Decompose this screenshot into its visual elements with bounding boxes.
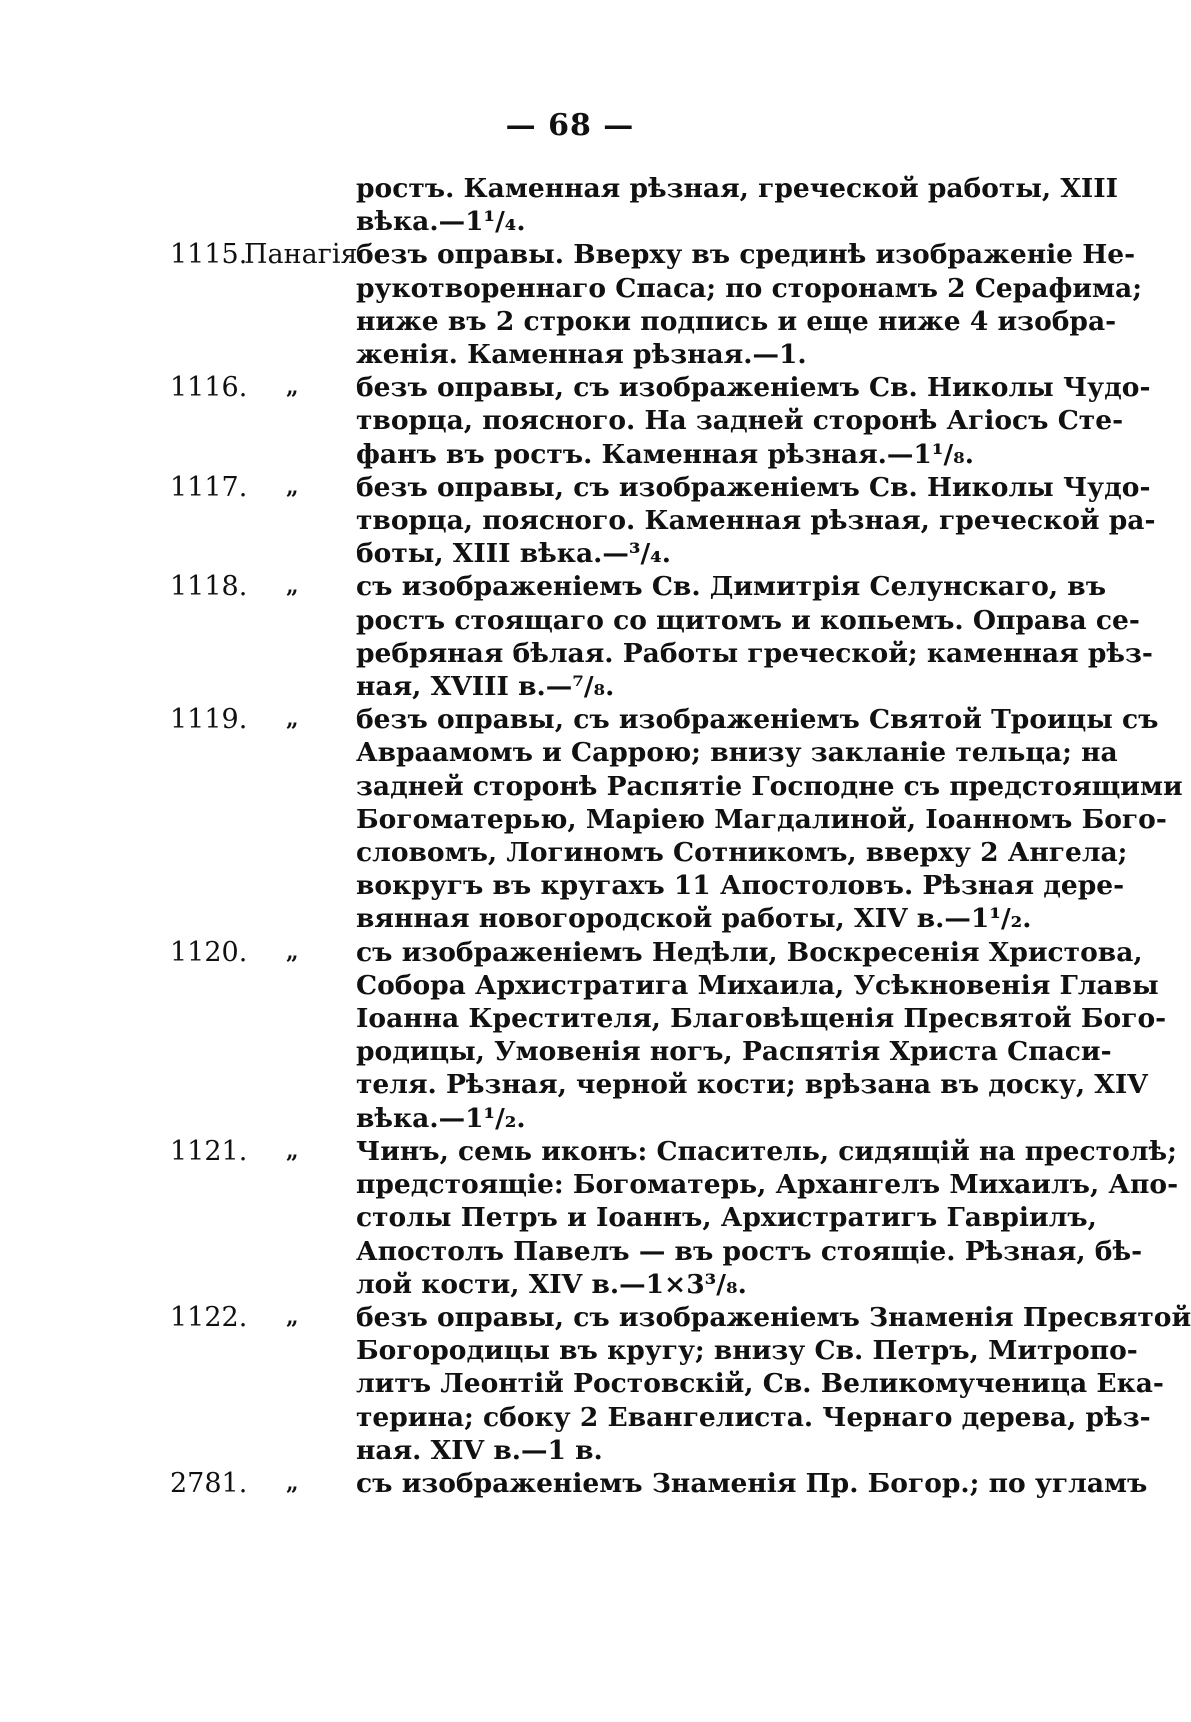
description-line: литъ Леонтій Ростовскій, Св. Великомученица Ека- [356, 1368, 1164, 1400]
description-line: Богоматерью, Маріею Магдалиной, Іоанномъ Бого- [356, 803, 1167, 835]
description-line: Апостолъ Павелъ — въ ростъ стоящіе. Рѣзная, бѣ- [356, 1235, 1143, 1267]
entry-number: 2781. [170, 1467, 248, 1499]
description-line: творца, поясного. На задней сторонѣ Агіосъ Сте- [356, 405, 1124, 437]
description-line: творца, поясного. Каменная рѣзная, греческой ра- [356, 505, 1156, 537]
entry-number: 1121. [170, 1135, 248, 1167]
ditto-mark: „ [286, 1303, 299, 1330]
description-line: безъ оправы, съ изображеніемъ Св. Николы Чудо- [356, 471, 1151, 503]
description-line: Іоанна Крестителя, Благовѣщенія Пресвятой Бого- [356, 1003, 1167, 1035]
catalog-entry [0, 703, 1183, 935]
page-number: — 68 — [505, 108, 635, 143]
description-line: предстоящіе: Богоматерь, Архангелъ Михаилъ, Апо- [356, 1169, 1179, 1201]
description-line: ребряная бѣлая. Работы греческой; каменная рѣз- [356, 637, 1153, 669]
catalog-entries [0, 172, 1191, 1500]
description-line: лой кости, XIV в.—1×3³/₈. [356, 1268, 747, 1300]
catalog-entry [0, 1135, 1179, 1301]
entry-description [356, 570, 1153, 703]
description-line: словомъ, Логиномъ Сотникомъ, вверху 2 Ангела; [356, 837, 1128, 869]
entry-description [356, 1135, 1179, 1301]
description-line: рукотвореннаго Спаса; по сторонамъ 2 Серафима; [356, 272, 1142, 304]
ditto-mark: „ [286, 1137, 299, 1164]
entry-description [356, 471, 1156, 571]
description-line: фанъ въ ростъ. Каменная рѣзная.—1¹/₈. [356, 438, 974, 470]
entry-number: 1119. [170, 704, 248, 736]
description-line: ниже въ 2 строки подпись и еще ниже 4 изобра- [356, 305, 1117, 337]
entry-number: 1120. [170, 936, 248, 968]
description-line: безъ оправы, съ изображеніемъ Знаменія Пресвятой [356, 1301, 1191, 1333]
description-line: вѣка.—1¹/₂. [356, 1102, 526, 1134]
description-line: Чинъ, семь иконъ: Спаситель, сидящій на престолѣ; [356, 1135, 1177, 1167]
description-line: безъ оправы. Вверху въ срединѣ изображеніе Не- [356, 239, 1136, 271]
description-line: столы Петръ и Іоаннъ, Архистратигъ Гавріилъ, [356, 1202, 1097, 1234]
description-line: Богородицы въ кругу; внизу Св. Петръ, Митропо- [356, 1335, 1138, 1367]
description-line: Собора Архистратига Михаила, Усѣкновенія Главы [356, 969, 1159, 1001]
entry-description [356, 371, 1151, 471]
description-line: безъ оправы, съ изображеніемъ Святой Троицы съ [356, 704, 1159, 736]
catalog-entry [0, 936, 1167, 1135]
entry-description [356, 936, 1167, 1135]
entry-number: 1122. [170, 1301, 248, 1333]
entry-number: 1118. [170, 571, 248, 603]
description-line: вокругъ въ кругахъ 11 Апостоловъ. Рѣзная дере- [356, 870, 1125, 902]
description-line: съ изображеніемъ Знаменія Пр. Богор.; по угламъ [356, 1467, 1148, 1499]
description-line: вѣка.—1¹/₄. [356, 206, 526, 238]
entry-description [356, 238, 1142, 371]
description-line: ростъ стоящаго со щитомъ и копьемъ. Оправа се- [356, 604, 1140, 636]
entry-number: 1116. [170, 372, 248, 404]
description-line: вянная новогородской работы, XIV в.—1¹/₂. [356, 903, 1032, 935]
entry-number: 1115. [170, 239, 248, 271]
catalog-entry [0, 238, 1140, 371]
description-line: боты, XIII вѣка.—³/₄. [356, 538, 671, 570]
catalog-entry [0, 1301, 1191, 1467]
ditto-mark: „ [286, 938, 299, 965]
entry-description [356, 172, 1119, 238]
description-line: ростъ. Каменная рѣзная, греческой работы, XIII [356, 173, 1119, 204]
description-line: Авраамомъ и Саррою; внизу закланіе тельца; на [356, 737, 1118, 769]
description-line: задней сторонѣ Распятіе Господне съ предстоящими [356, 770, 1183, 802]
entry-description [356, 1301, 1191, 1467]
ditto-mark: „ [286, 374, 299, 401]
entry-description [356, 703, 1183, 935]
description-line: ная. XIV в.—1 в. [356, 1434, 603, 1466]
description-line: терина; сбоку 2 Евангелиста. Чернаго дерева, рѣз- [356, 1401, 1151, 1433]
catalog-entry [0, 371, 1151, 471]
catalog-entry [0, 1467, 1148, 1500]
description-line: съ изображеніемъ Недѣли, Воскресенія Христова, [356, 936, 1143, 968]
ditto-mark: „ [286, 706, 299, 733]
description-line: теля. Рѣзная, черной кости; врѣзана въ доску, XIV [356, 1069, 1148, 1101]
description-line: съ изображеніемъ Св. Димитрія Селунскаго, въ [356, 571, 1107, 603]
catalog-entry [0, 172, 1140, 238]
description-line: безъ оправы, съ изображеніемъ Св. Николы Чудо- [356, 372, 1151, 404]
description-line: родицы, Умовенія ногъ, Распятія Христа Спаси- [356, 1036, 1112, 1068]
entry-label: Панагія [244, 239, 358, 271]
catalog-entry [0, 471, 1156, 571]
ditto-mark: „ [286, 473, 299, 500]
description-line: ная, XVIII в.—⁷/₈. [356, 671, 615, 703]
ditto-mark: „ [286, 1469, 299, 1496]
catalog-entry [0, 570, 1153, 703]
ditto-mark: „ [286, 573, 299, 600]
entry-description [356, 1467, 1148, 1500]
entry-number: 1117. [170, 471, 248, 503]
description-line: женія. Каменная рѣзная.—1. [356, 339, 807, 371]
